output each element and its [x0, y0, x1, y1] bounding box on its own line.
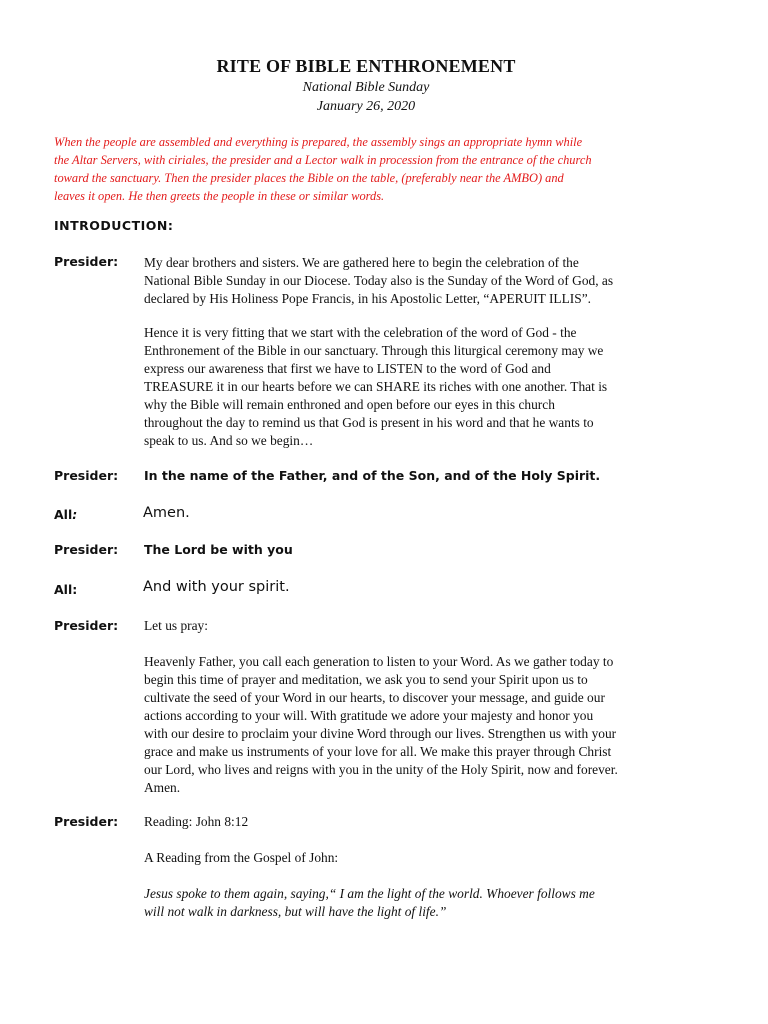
opening-prayer [144, 653, 692, 797]
reading-announcement: A Reading from the Gospel of John: [144, 850, 339, 865]
lord-be-with-you-text: The Lord be with you [144, 542, 293, 557]
rubric-line: When the people are assembled and everything is prepared, the assembly sings an appropriate hymn while [54, 135, 583, 149]
rubric-line: toward the sanctuary. Then the presider places the Bible on the table, (preferably near the AMBO) and [54, 171, 564, 185]
speaker-label: All: [54, 507, 78, 522]
text-line: National Bible Sunday in our Diocese. Today also is the Sunday of the Word of God, as [144, 273, 614, 288]
text-line: actions according to your will. With gratitude we adore your majesty and honor you [144, 708, 594, 723]
opening-rubric [54, 133, 694, 205]
sign-of-cross-text: In the name of the Father, and of the Son, and of the Holy Spirit. [144, 468, 601, 483]
text-line: My dear brothers and sisters. We are gathered here to begin the celebration of the [144, 255, 579, 270]
introduction-heading: INTRODUCTION: [54, 218, 174, 233]
text-line: Amen. [144, 780, 181, 795]
text-line: begin this time of prayer and meditation, we ask you to send your Spirit upon us to [144, 672, 588, 687]
text-line: express our awareness that first we have to LISTEN to the word of God and [144, 361, 551, 376]
scripture-passage [144, 885, 692, 921]
reading-citation: Reading: John 8:12 [144, 814, 249, 829]
speaker-label: Presider: [54, 254, 119, 269]
text-line: speak to us. And so we begin… [144, 433, 314, 448]
text-line: cultivate the seed of your Word in our hearts, to discover your message, and guide our [144, 690, 605, 705]
and-with-your-spirit-response: And with your spirit. [143, 579, 290, 595]
speaker-label: Presider: [54, 618, 119, 633]
greeting-paragraph-2 [144, 324, 692, 450]
text-line: Jesus spoke to them again, saying,“ I am the light of the world. Whoever follows me [144, 886, 595, 901]
greeting-paragraph-1 [144, 254, 692, 308]
text-line: why the Bible will remain enthroned and open before our eyes in this church [144, 397, 555, 412]
document-date: January 26, 2020 [316, 99, 416, 114]
text-line: with our desire to proclaim your divine Word through our lives. Strengthen us with your [144, 726, 617, 741]
text-line: TREASURE it in our hearts before we can SHARE its riches with one another. That is [144, 379, 608, 394]
speaker-label: All: [54, 582, 78, 597]
text-line: our Lord, who lives and reigns with you in the unity of the Holy Spirit, now and forever. [144, 762, 618, 777]
amen-response: Amen. [143, 505, 190, 521]
document-subtitle: National Bible Sunday [302, 80, 430, 95]
text-line: declared by His Holiness Pope Francis, in his Apostolic Letter, “APERUIT ILLIS”. [144, 291, 591, 306]
document-title: RITE OF BIBLE ENTHRONEMENT [216, 56, 516, 76]
text-line: grace and make us instruments of your love for all. We make this prayer through Christ [144, 744, 612, 759]
text-line: will not walk in darkness, but will have the light of life.” [144, 904, 447, 919]
prayer-intro: Let us pray: [144, 618, 208, 633]
text-line: Enthronement of the Bible in our sanctuary. Through this liturgical ceremony may we [144, 343, 604, 358]
speaker-label: Presider: [54, 542, 119, 557]
text-line: throughout the day to remind us that God is present in his word and that he wants to [144, 415, 594, 430]
speaker-label: Presider: [54, 814, 119, 829]
rubric-line: leaves it open. He then greets the people in these or similar words. [54, 189, 385, 203]
text-line: Hence it is very fitting that we start with the celebration of the word of God - the [144, 325, 577, 340]
speaker-label: Presider: [54, 468, 119, 483]
rubric-line: the Altar Servers, with ciriales, the presider and a Lector walk in procession from the entrance of the church [54, 153, 592, 167]
text-line: Heavenly Father, you call each generation to listen to your Word. As we gather today to [144, 654, 614, 669]
